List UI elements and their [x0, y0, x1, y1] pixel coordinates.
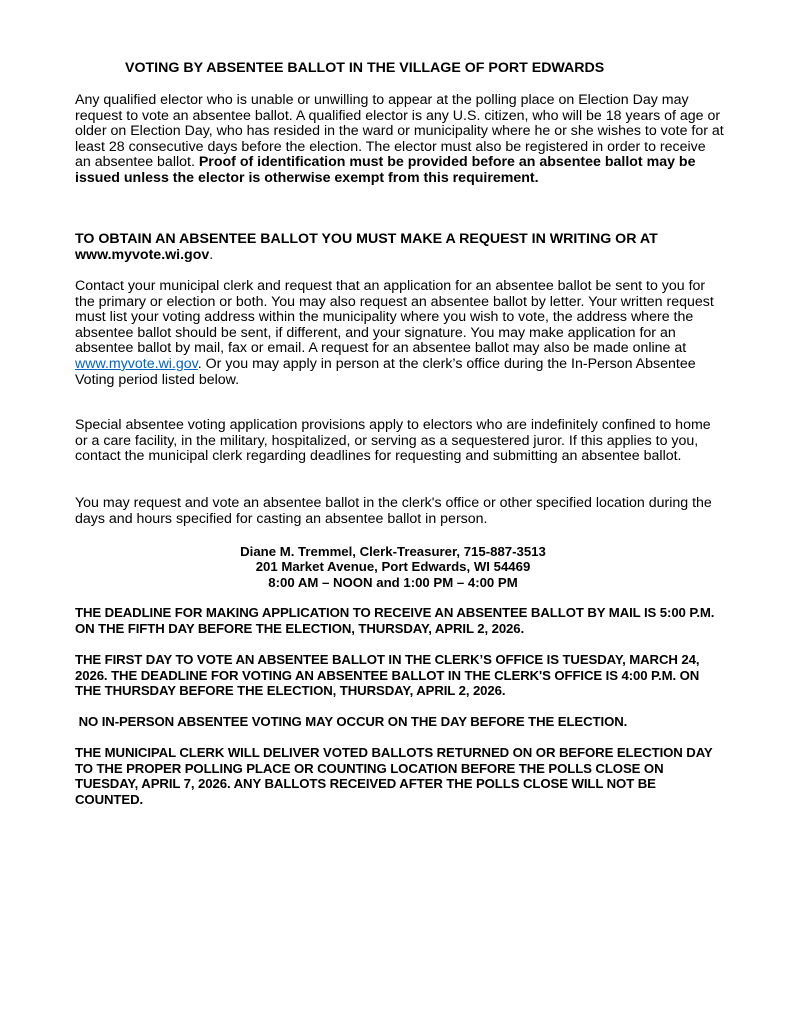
special-provisions-paragraph: Special absentee voting application provisions apply to electors who are indefinitely confined to home or a care facility, in the military, hospitalized, or serving as a sequestered juror. If this applies to you, contact the municipal clerk regarding deadlines for requesting and submitting an absentee ballot.	[75, 417, 711, 465]
page-title: VOTING BY ABSENTEE BALLOT IN THE VILLAGE OF PORT EDWARDS	[125, 60, 605, 76]
contact-text-after: . Or you may apply in person at the clerk’s office during the In-Person Absentee Voting period listed below.	[75, 355, 696, 388]
obtain-heading-text: TO OBTAIN AN ABSENTEE BALLOT YOU MUST MAKE A REQUEST IN WRITING OR AT www.myvote.wi.gov	[75, 231, 658, 263]
contact-text-before: Contact your municipal clerk and request that an application for an absentee ballot be sent to you for the primary or election or both. You may also request an absentee ballot by letter. Your written request must list your voting address within the municipality where you wish to vote, the address where the absentee ballot should be sent, if different, and your signature. You may make application for an absentee ballot by mail, fax or email. A request for an absentee ballot may also be made online at	[75, 278, 714, 357]
obtain-heading-period: .	[209, 246, 214, 263]
myvote-link[interactable]: www.myvote.wi.gov	[75, 355, 198, 372]
clerk-address-line: 201 Market Avenue, Port Edwards, WI 54469	[255, 559, 531, 574]
clerk-hours-line: 8:00 AM – NOON and 1:00 PM – 4:00 PM	[268, 575, 518, 590]
identification-requirement: Proof of identification must be provided before an absentee ballot may be issued unless the elector is otherwise exempt from this requirement.	[75, 154, 696, 186]
in-person-paragraph: You may request and vote an absentee ballot in the clerk's office or other specified location during the days and hours specified for casting an absentee ballot in person.	[75, 495, 712, 527]
no-voting-day-before-notice: NO IN-PERSON ABSENTEE VOTING MAY OCCUR ON THE DAY BEFORE THE ELECTION.	[75, 714, 628, 729]
contact-clerk-paragraph	[75, 279, 725, 388]
in-office-voting-notice: THE FIRST DAY TO VOTE AN ABSENTEE BALLOT IN THE CLERK’S OFFICE IS TUESDAY, MARCH 24, 2026. THE DEADLINE FOR VOTING AN ABSENTEE BALLOT IN THE CLERK'S OFFICE IS 4:00 P.M. ON THE THURSDAY BEFORE THE ELECTION, THURSDAY, APRIL 2, 2026.	[75, 652, 700, 699]
clerk-name-line: Diane M. Tremmel, Clerk-Treasurer, 715-887-3513	[240, 544, 546, 559]
intro-text: Any qualified elector who is unable or unwilling to appear at the polling place on Election Day may request to vote an absentee ballot. A qualified elector is any U.S. citizen, who will be 18 years of age or older on Election Day, who has resided in the ward or municipality where he or she wishes to vote for at least 28 consecutive days before the election. The elector must also be registered in order to receive an absentee ballot.	[75, 92, 724, 171]
mail-deadline-notice: THE DEADLINE FOR MAKING APPLICATION TO RECEIVE AN ABSENTEE BALLOT BY MAIL IS 5:00 P.M. ON THE FIFTH DAY BEFORE THE ELECTION, THURSDAY, APRIL 2, 2026.	[75, 605, 715, 636]
intro-paragraph	[75, 93, 725, 187]
ballot-delivery-notice: THE MUNICIPAL CLERK WILL DELIVER VOTED BALLOTS RETURNED ON OR BEFORE ELECTION DAY TO THE PROPER POLLING PLACE OR COUNTING LOCATION BEFORE THE POLLS CLOSE ON TUESDAY, APRIL 7, 2026. ANY BALLOTS RECEIVED AFTER THE POLLS CLOSE WILL NOT BE COUNTED.	[75, 745, 713, 807]
obtain-ballot-heading	[75, 232, 725, 263]
